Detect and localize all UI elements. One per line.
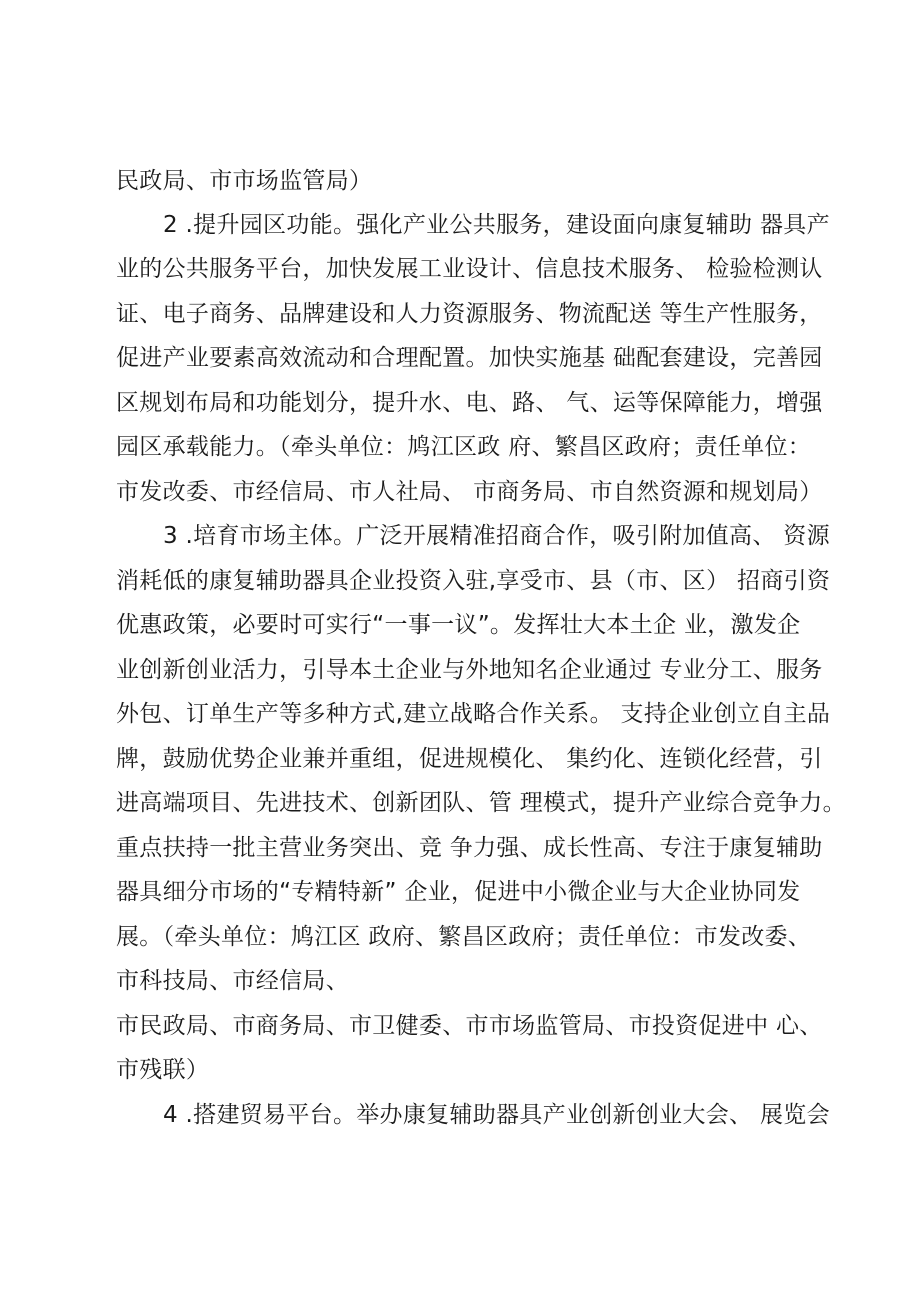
text-line: 园区承载能力。（牵头单位：鸠江区政 府、繁昌区政府；责任单位： xyxy=(116,434,812,460)
text-line: 器具细分市场的“专精特新” 企业，促进中小微企业与大企业协同发 xyxy=(116,879,801,905)
text-line: 区规划布局和功能划分，提升水、电、路、 气、运等保障能力，增强 xyxy=(116,390,823,416)
paragraph-start: 4 .搭建贸易平台。举办康复辅助器具产业创新创业大会、 展览会 xyxy=(163,1102,830,1128)
text-line: 证、电子商务、品牌建设和人力资源服务、物流配送 等生产性服务， xyxy=(116,301,823,327)
paragraph-start: 2 .提升园区功能。强化产业公共服务，建设面向康复辅助 器具产 xyxy=(163,212,830,238)
text-line: 展。（牵头单位：鸠江区 政府、繁昌区政府；责任单位：市发改委、 xyxy=(116,924,812,950)
text-line: 市发改委、市经信局、市人社局、 市商务局、市自然资源和规划局） xyxy=(116,479,823,505)
text-line: 促进产业要素高效流动和合理配置。加快实施基 础配套建设，完善园 xyxy=(116,345,823,371)
text-line: 市民政局、市商务局、市卫健委、市市场监管局、市投资促进中 心、 xyxy=(116,1013,823,1039)
paragraph-start: 3 .培育市场主体。广泛开展精准招商合作，吸引附加值高、 资源 xyxy=(163,523,830,549)
text-line: 民政局、市市场监管局） xyxy=(116,168,373,194)
text-line: 外包、订单生产等多种方式,建立战略合作关系。 支持企业创立自主品 xyxy=(116,701,831,727)
text-line: 进高端项目、先进技术、创新团队、管 理模式，提升产业综合竞争力。 xyxy=(116,790,846,816)
text-line: 重点扶持一批主营业务突出、竞 争力强、成长性高、专注于康复辅助 xyxy=(116,835,823,861)
text-line: 市科技局、市经信局、 xyxy=(116,968,349,994)
text-line: 优惠政策，必要时可实行“一事一议”。发挥壮大本土企 业，激发企 xyxy=(116,612,801,638)
text-line: 市残联） xyxy=(116,1057,210,1083)
text-line: 消耗低的康复辅助器具企业投资入驻,享受市、县（市、区） 招商引资 xyxy=(116,568,831,594)
text-line: 业的公共服务平台，加快发展工业设计、信息技术服务、 检验检测认 xyxy=(116,256,823,282)
text-line: 牌，鼓励优势企业兼并重组，促进规模化、 集约化、连锁化经营，引 xyxy=(116,746,823,772)
text-line: 业创新创业活力，引导本土企业与外地知名企业通过 专业分工、服务 xyxy=(116,657,823,683)
